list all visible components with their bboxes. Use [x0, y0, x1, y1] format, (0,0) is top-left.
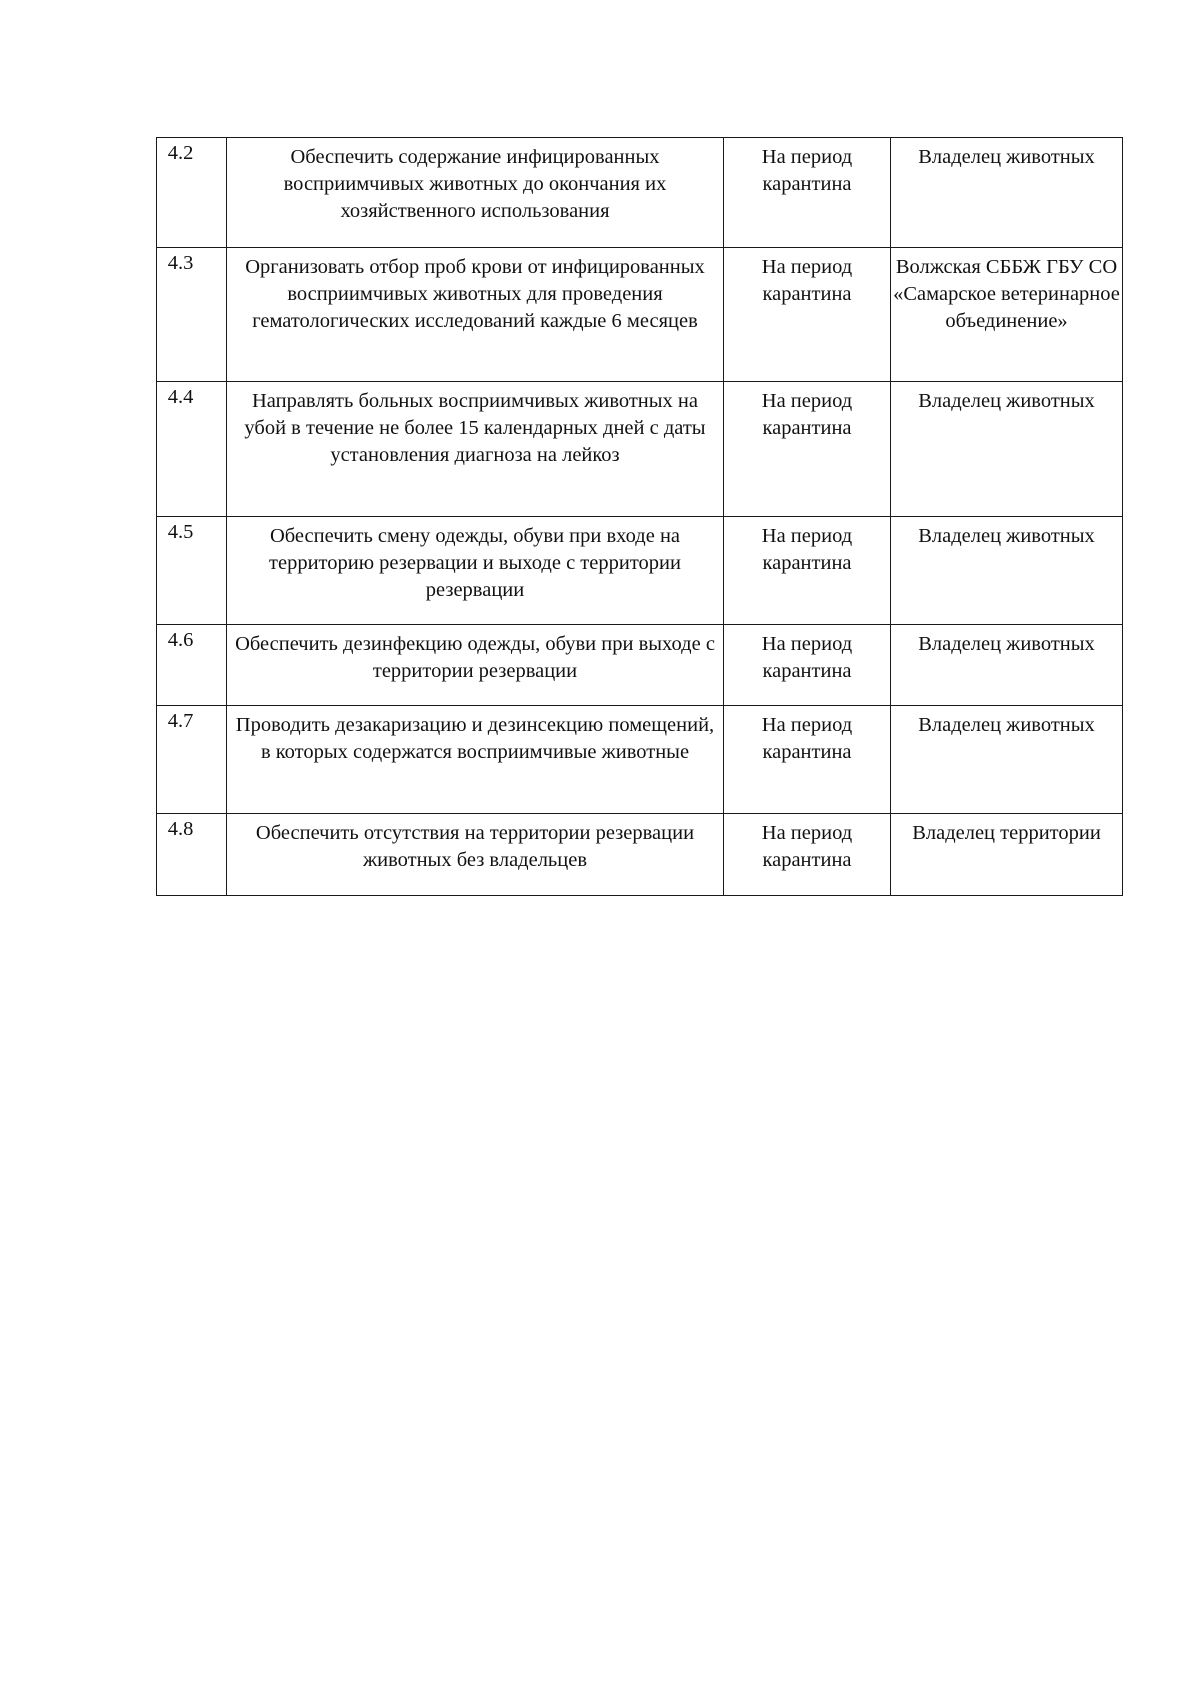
responsible-cell [891, 248, 1123, 382]
row-number-cell [157, 625, 227, 706]
term-text: На период карантина [761, 633, 853, 682]
table-row [157, 625, 1123, 706]
term-text: На период карантина [761, 256, 853, 305]
action-text: Проводить дезакаризацию и дезинсекцию помещений, в которых содержатся восприимчивые животные [235, 714, 715, 763]
term-cell [724, 706, 891, 814]
action-text: Организовать отбор проб крови от инфицированных восприимчивых животных для проведения гематологических исследований каждые 6 месяцев [245, 256, 705, 332]
table-row [157, 248, 1123, 382]
row-number-cell [157, 517, 227, 625]
action-cell [227, 625, 724, 706]
row-number-cell [157, 706, 227, 814]
row-number-cell [157, 138, 227, 248]
term-cell [724, 138, 891, 248]
term-cell [724, 814, 891, 896]
responsible-text: Владелец животных [918, 525, 1095, 547]
row-number: 4.3 [167, 252, 194, 274]
term-text: На период карантина [761, 714, 853, 763]
action-cell [227, 706, 724, 814]
table-row [157, 706, 1123, 814]
action-text: Направлять больных восприимчивых животных на убой в течение не более 15 календарных дней с даты установления диагноза на лейкоз [244, 390, 706, 466]
table-row [157, 382, 1123, 517]
responsible-cell [891, 814, 1123, 896]
action-text: Обеспечить смену одежды, обуви при входе на территорию резервации и выходе с территории резервации [269, 525, 681, 601]
term-cell [724, 625, 891, 706]
row-number-cell [157, 382, 227, 517]
responsible-text: Владелец животных [918, 390, 1095, 412]
table-row [157, 814, 1123, 896]
row-number-cell [157, 248, 227, 382]
term-text: На период карантина [761, 390, 853, 439]
action-text: Обеспечить дезинфекцию одежды, обуви при выходе с территории резервации [235, 633, 715, 682]
action-cell [227, 517, 724, 625]
row-number: 4.7 [167, 710, 194, 732]
responsible-text: Владелец территории [912, 822, 1101, 844]
term-text: На период карантина [761, 525, 853, 574]
action-cell [227, 382, 724, 517]
responsible-cell [891, 625, 1123, 706]
term-cell [724, 248, 891, 382]
row-number: 4.4 [167, 386, 194, 408]
row-number: 4.6 [167, 629, 194, 651]
responsible-cell [891, 706, 1123, 814]
table-row [157, 138, 1123, 248]
action-cell [227, 248, 724, 382]
responsible-text: Волжская СББЖ ГБУ СО «Самарское ветеринарное объединение» [893, 256, 1120, 332]
term-text: На период карантина [761, 822, 853, 871]
action-text: Обеспечить содержание инфицированных восприимчивых животных до окончания их хозяйственного использования [283, 146, 667, 222]
action-cell [227, 814, 724, 896]
row-number: 4.5 [167, 521, 194, 543]
responsible-cell [891, 382, 1123, 517]
responsible-text: Владелец животных [918, 633, 1095, 655]
term-cell [724, 382, 891, 517]
term-cell [724, 517, 891, 625]
responsible-cell [891, 517, 1123, 625]
responsible-cell [891, 138, 1123, 248]
row-number: 4.2 [167, 142, 194, 164]
row-number: 4.8 [167, 818, 194, 840]
measures-table [156, 137, 1123, 896]
table-row [157, 517, 1123, 625]
responsible-text: Владелец животных [918, 714, 1095, 736]
row-number-cell [157, 814, 227, 896]
responsible-text: Владелец животных [918, 146, 1095, 168]
action-cell [227, 138, 724, 248]
term-text: На период карантина [761, 146, 853, 195]
action-text: Обеспечить отсутствия на территории резервации животных без владельцев [255, 822, 695, 871]
